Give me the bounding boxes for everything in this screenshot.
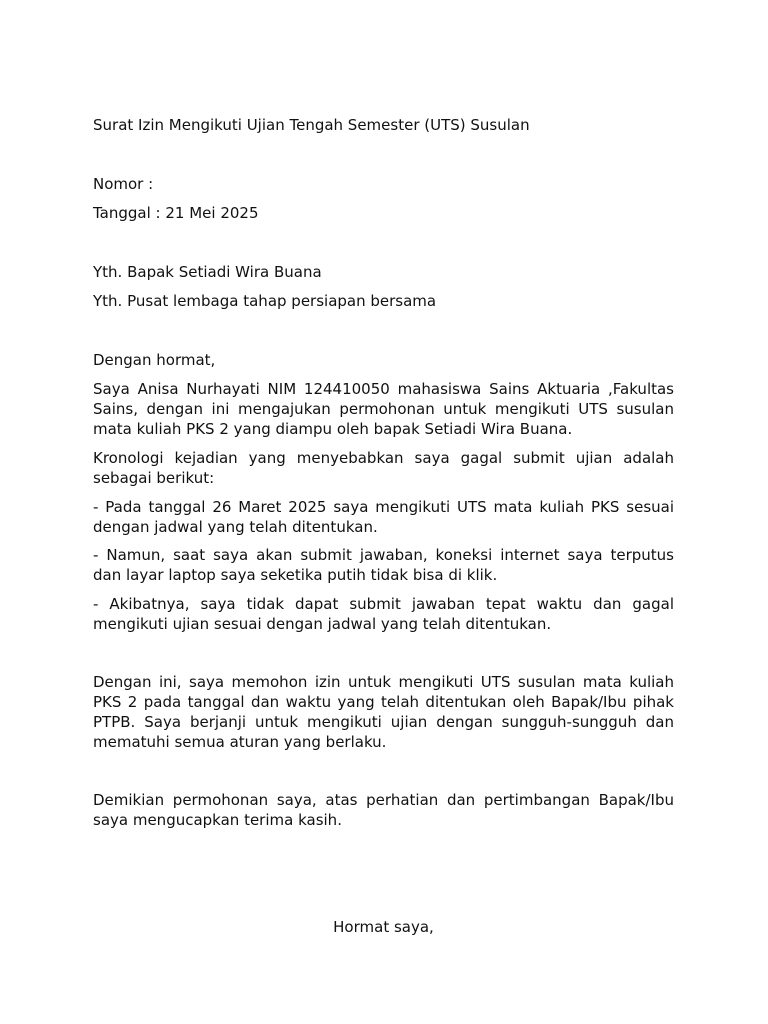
chronology-item: - Pada tanggal 26 Maret 2025 saya mengikuti UTS mata kuliah PKS sesuai dengan jadwal yang telah ditentukan. [93, 498, 674, 536]
chronology-item: - Namun, saat saya akan submit jawaban, koneksi internet saya terputus dan layar laptop saya seketika putih tidak bisa di klik. [93, 546, 674, 584]
letter-date: Tanggal : 21 Mei 2025 [93, 204, 259, 222]
intro-paragraph: Saya Anisa Nurhayati NIM 124410050 mahasiswa Sains Aktuaria ,Fakultas Sains, dengan ini mengajukan permohonan untuk mengikuti UTS susulan mata kuliah PKS 2 yang diampu oleh bapak Setiadi Wira Buana. [93, 380, 674, 438]
request-paragraph: Dengan ini, saya memohon izin untuk mengikuti UTS susulan mata kuliah PKS 2 pada tanggal dan waktu yang telah ditentukan oleh Bapak/Ibu pihak PTPB. Saya berjanji untuk mengikuti ujian dengan sungguh-sungguh dan mematuhi semua aturan yang berlaku. [93, 673, 674, 751]
chronology-item: - Akibatnya, saya tidak dapat submit jawaban tepat waktu dan gagal mengikuti ujian sesuai dengan jadwal yang telah ditentukan. [93, 595, 674, 633]
recipient-1: Yth. Bapak Setiadi Wira Buana [93, 263, 322, 281]
letter-number: Nomor : [93, 175, 154, 193]
closing-paragraph: Demikian permohonan saya, atas perhatian dan pertimbangan Bapak/Ibu saya mengucapkan terima kasih. [93, 791, 674, 829]
chronology-intro: Kronologi kejadian yang menyebabkan saya gagal submit ujian adalah sebagai berikut: [93, 449, 674, 487]
letter-page [93, 0, 674, 1024]
greeting: Dengan hormat, [93, 351, 216, 369]
recipient-2: Yth. Pusat lembaga tahap persiapan bersama [93, 292, 437, 310]
letter-title: Surat Izin Mengikuti Ujian Tengah Semester (UTS) Susulan [93, 116, 530, 134]
sign-off: Hormat saya, [333, 918, 434, 936]
